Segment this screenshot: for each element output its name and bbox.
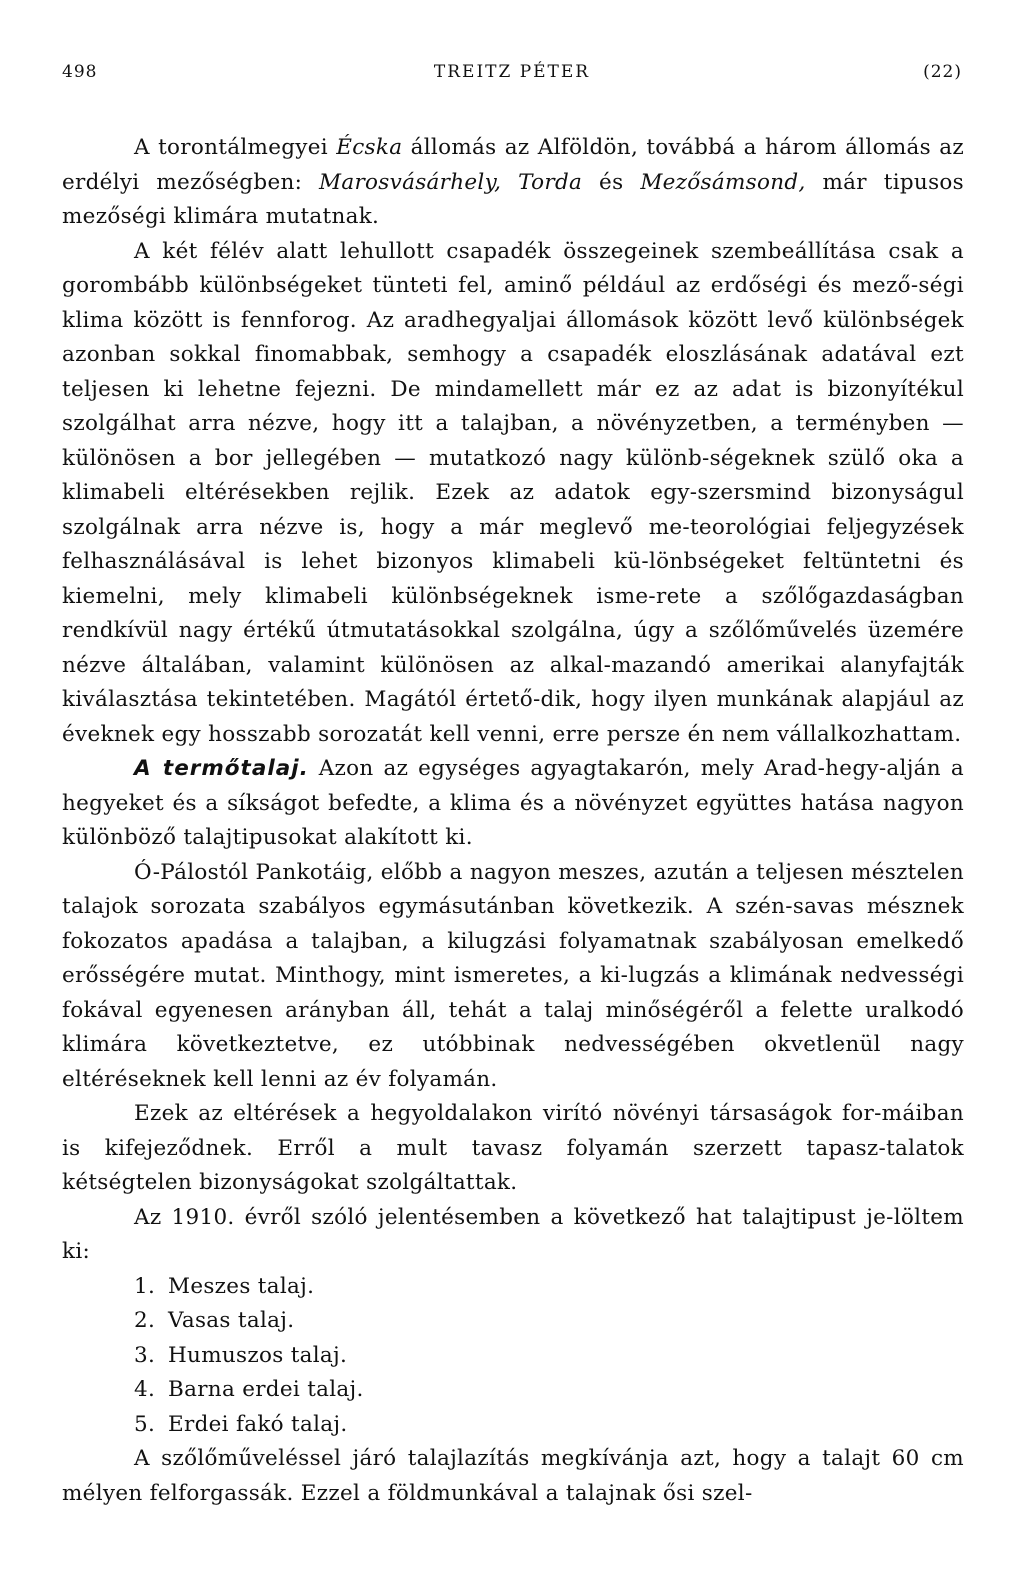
soil-type-list [62,1270,964,1443]
list-text: Vasas talaj. [168,1308,295,1333]
p1-text-3: és [582,169,641,195]
paragraph-4: Ó-Pálostól Pankotáig, előbb a nagyon meszes, azután a teljesen mésztelen talajok sorozata szabályos egymásutánban következik. A szén-savas mésznek fokozatos apadása a talajban, a kilugzási folyamatnak szabályosan emelkedő erősségére mutat. Minthogy, mint ismeretes, a ki-lugzás a klimának nedvességi fokával egyenesen arányban áll, tehát a talaj minőségéről a felette uralkodó klimára következtetve, ez utóbbinak nedvességében okvetlenül nagy eltéréseknek kell lenni az év folyamán. [62,859,964,1092]
list-item [134,1408,964,1443]
list-item [134,1373,964,1408]
p1-text-4: már tipusos mezőségi klimára mutatnak. [62,169,964,229]
list-item [134,1339,964,1374]
paragraph-3 [62,752,964,856]
list-number: 5. [134,1411,156,1437]
section-number: (22) [923,62,962,82]
paragraph-6: Az 1910. évről szóló jelentésemben a következő hat talajtipust je-löltem ki: [62,1204,964,1264]
p3-text: Azon az egységes agyagtakarón, mely Arad-hegy-alján a hegyeket és a síkságot befedte, a klima és a növényzet együttes hatása nagyon különböző talajtipusokat alakított ki. [62,756,964,850]
paragraph-7: A szőlőműveléssel járó talajlazítás megkívánja azt, hogy a talajt 60 cm mélyen felforgassák. Ezzel a földmunkával a talajnak ősi szel- [62,1446,964,1506]
p1-italic-1: Écska [336,135,403,160]
list-item [134,1304,964,1339]
page-header [62,62,962,86]
p1-text-1: A torontálmegyei [134,135,337,160]
p1-text-2: állomás az Alföldön, továbbá a három állomás az erdélyi mezőségben: [62,135,964,195]
p1-italic-3: Mezősámsond, [640,169,806,195]
list-text: Meszes talaj. [168,1273,315,1299]
paragraph-2: A két félév alatt lehullott csapadék összegeinek szembeállítása csak a gorombább különbségeket tünteti fel, aminő például az erdőségi és mező-ségi klima között is fennforog. Az aradhegyaljai állomások között levő különbségek azonban sokkal finomabbak, semhogy a csapadék eloszlásának adatával ezt teljesen ki lehetne fejezni. De mindamellett már ez az adat is bizonyítékul szolgálhat arra nézve, hogy itt a talajban, a növényzetben, a terményben — különösen a bor jellegében — mutatkozó nagy különb-ségeknek szülő oka a klimabeli eltérésekben rejlik. Ezek az adatok egy-szersmind bizonyságul szolgálnak arra nézve is, hogy a már meglevő me-teorológiai feljegyzések felhasználásával is lehet bizonyos klimabeli kü-lönbségeket feltüntetni és kiemelni, mely klimabeli különbségeknek isme-rete a szőlőgazdaságban rendkívül nagy értékű útmutatásokkal szolgálna, úgy a szőlőművelés üzemére nézve általában, valamint különösen az alkal-mazandó amerikai alanyfajták kiválasztása tekintetében. Magától értető-dik, hogy ilyen munkának alapjául az éveknek egy hosszabb sorozatát kell venni, erre persze én nem vállalkozhattam. [62,238,964,747]
list-number: 3. [134,1342,156,1368]
list-text: Barna erdei talaj. [168,1377,364,1402]
section-title: A termőtalaj. [134,756,309,781]
list-number: 2. [134,1308,156,1333]
list-item [134,1270,964,1305]
list-number: 1. [134,1273,156,1299]
paragraph-5: Ezek az eltérések a hegyoldalakon virító növényi társaságok for-máiban is kifejeződnek. Erről a mult tavasz folyamán szerzett tapasz-talatok kétségtelen bizonyságokat szolgáltattak. [62,1101,964,1195]
page-number: 498 [62,62,98,82]
body-text [62,131,964,1511]
running-title: TREITZ PÉTER [433,62,591,82]
list-number: 4. [134,1377,156,1402]
p1-italic-2: Marosvásárhely, Torda [319,169,583,195]
paragraph-1 [62,131,964,235]
list-text: Erdei fakó talaj. [168,1411,348,1437]
list-text: Humuszos talaj. [168,1342,348,1368]
